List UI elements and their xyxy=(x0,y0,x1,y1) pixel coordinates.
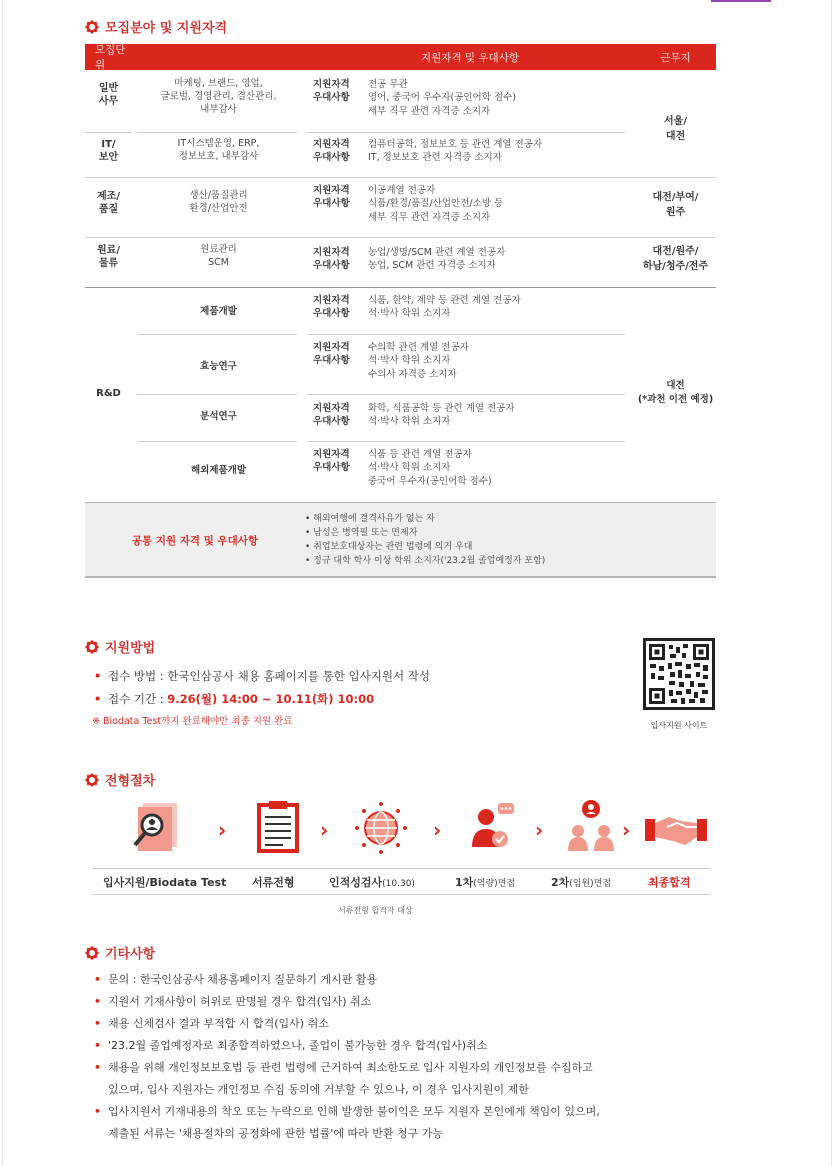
table-field: 생산/품질관리 환경/산업안전 xyxy=(189,190,248,214)
process-note: 서류전형 합격자 대상 xyxy=(338,906,413,915)
gear-icon xyxy=(85,20,99,34)
header-unit: 모집단위 xyxy=(95,44,126,71)
list-item: • 지원서 기재사항이 허위로 판명될 경우 합격(입사) 취소 xyxy=(92,991,600,1013)
table-location: 대전/부여/ 원주 xyxy=(652,192,699,218)
section-title-text: 지원방법 xyxy=(105,641,156,656)
list-item: • 접수 방법 : 한국인삼공사 채용 홈페이지를 통한 입사지원서 작성 xyxy=(92,665,430,688)
gear-icon xyxy=(85,946,99,960)
header-qualification: 지원자격 및 우대사항 xyxy=(421,51,519,64)
top-accent-bar xyxy=(711,0,771,2)
recruit-table xyxy=(85,44,716,504)
list-item: • 해외여행에 결격사유가 없는 자 xyxy=(305,514,435,524)
table-unit: IT/ 보안 xyxy=(98,139,119,163)
list-item: • 정규 대학 학사 이상 학위 소지자('23.2월 졸업예정자 포함) xyxy=(305,555,546,566)
handshake-icon xyxy=(643,795,709,861)
list-item-continuation: 있으며, 입사 지원자는 개인정보 수집 동의에 거부할 수 있으나, 이 경우 입사지원이 제한 xyxy=(108,1083,529,1096)
list-item: • '23.2월 졸업예정자로 최종합격하였으나, 졸업이 불가능한 경우 합격(입사)취소 xyxy=(92,1035,600,1057)
document-search-icon xyxy=(125,795,191,861)
table-qualification: 지원자격 식품, 한약, 제약 등 관련 계열 전공자 우대사항 석·박사 학위 소지자 xyxy=(313,295,521,320)
step-label: 1차(역량)면접 xyxy=(455,876,516,889)
list-item: • 문의 : 한국인삼공사 채용홈페이지 질문하기 게시판 활용 xyxy=(92,969,600,991)
step-label: 2차(임원)면접 xyxy=(551,876,612,889)
table-unit: 원료/ 물류 xyxy=(97,245,120,269)
table-qualification: 지원자격 식품 등 관련 계열 전공자 우대사항 석·박사 학위 소지자 중국어 우수자(공인어학 점수) xyxy=(313,449,492,487)
table-field: 해외제품개발 xyxy=(190,465,247,476)
header-location: 근무지 xyxy=(660,51,691,64)
table-qualification: 지원자격 화학, 식품공학 등 관련 계열 전공자 우대사항 석·박사 학위 소지자 xyxy=(313,403,515,428)
list-item: • 채용을 위해 개인정보보호법 등 관련 법령에 근거하여 최소한도로 입사 지원자의 개인정보를 수집하고 xyxy=(92,1057,600,1079)
table-location: 대전 (*과천 이전 예정) xyxy=(637,380,714,406)
chevron-right-icon: › xyxy=(535,818,544,842)
table-qualification: 지원자격 컴퓨터공학, 정보보호 등 관련 계열 전공자 우대사항 IT, 정보보호 관련 자격증 소지자 xyxy=(313,139,543,164)
section-title-text: 모집분야 및 지원자격 xyxy=(105,21,228,36)
table-field: 분석연구 xyxy=(200,411,237,422)
table-location: 서울/ 대전 xyxy=(664,116,687,142)
section-title-recruit xyxy=(85,17,227,36)
step-label-final: 최종합격 xyxy=(648,876,691,889)
table-qualification: 지원자격 이공계열 전공자 우대사항 식품/환경/품질/산업안전/소방 등 세부 직무 관련 자격증 소지자 xyxy=(313,185,504,223)
list-item: • 취업보호대상자는 관련 법령에 의거 우대 xyxy=(305,541,473,552)
apply-list xyxy=(92,665,430,711)
common-qualifications xyxy=(85,502,716,578)
chevron-right-icon: › xyxy=(218,818,227,842)
list-item: • 입사지원서 기재내용의 착오 또는 누락으로 인해 발생한 불이익은 모두 지원자 본인에게 책임이 있으며, xyxy=(92,1101,600,1123)
qr-code[interactable] xyxy=(643,638,715,710)
globe-icon xyxy=(348,795,414,861)
table-header xyxy=(85,44,716,70)
table-unit: 일반 사무 xyxy=(98,83,119,107)
table-unit: R&D xyxy=(96,388,121,399)
step-label: 서류전형 xyxy=(252,876,295,889)
section-title-apply xyxy=(85,637,155,656)
list-item: • 남성은 병역필 또는 면제자 xyxy=(305,527,418,538)
table-qualification: 지원자격 수의학 관련 계열 전공자 우대사항 석·박사 학위 소지자 수의사 자격증 소지자 xyxy=(313,342,469,380)
section-title-text: 기타사항 xyxy=(105,947,156,962)
section-title-text: 전형절차 xyxy=(105,774,156,789)
section-title-process xyxy=(85,770,155,789)
table-field: 마케팅, 브랜드, 영업, 글로벌, 경영관리, 결산관리, 내부감사 xyxy=(160,78,277,115)
apply-note: ※ Biodata Test까지 완료해야만 최종 지원 완료 xyxy=(92,716,293,727)
interview-person-icon xyxy=(462,795,528,861)
gear-icon xyxy=(85,640,99,654)
group-interview-icon xyxy=(558,795,624,861)
common-list xyxy=(305,513,545,569)
list-item-continuation: 제출된 서류는 '채용절차의 공정화에 관한 법률'에 따라 반환 청구 가능 xyxy=(108,1127,444,1140)
table-unit: 제조/ 품질 xyxy=(97,191,120,215)
chevron-right-icon: › xyxy=(320,818,329,842)
table-qualification: 지원자격 농업/생명/SCM 관련 계열 전공자 우대사항 농업, SCM 관련 자격증 소지자 xyxy=(313,247,506,272)
step-label: 입사지원/Biodata Test xyxy=(103,876,227,889)
table-field: 효능연구 xyxy=(200,361,237,372)
list-item: • 채용 신체검사 결과 부적합 시 합격(입사) 취소 xyxy=(92,1013,600,1035)
list-item: • 접수 기간 : 9.26(월) 14:00 ~ 10.11(화) 10:00 xyxy=(92,688,430,711)
table-field: IT시스템운영, ERP, 정보보호, 내부감사 xyxy=(177,138,260,162)
table-qualification: 지원자격 전공 무관 우대사항 영어, 중국어 우수자(공인어학 점수) 세부 직무 관련 자격증 소지자 xyxy=(313,79,516,117)
qr-label: 입사지원 사이트 xyxy=(650,721,708,730)
section-title-etc xyxy=(85,943,155,962)
clipboard-icon xyxy=(245,795,311,861)
gear-icon xyxy=(85,773,99,787)
etc-list xyxy=(92,969,600,1145)
step-label: 인적성검사(10.30) xyxy=(329,876,415,889)
table-field: 원료관리 SCM xyxy=(200,244,237,268)
chevron-right-icon: › xyxy=(622,818,631,842)
common-title: 공통 지원 자격 및 우대사항 xyxy=(131,535,259,547)
table-field: 제품개발 xyxy=(200,306,237,317)
table-location: 대전/원주/ 하남/청주/전주 xyxy=(642,246,709,272)
chevron-right-icon: › xyxy=(433,818,442,842)
